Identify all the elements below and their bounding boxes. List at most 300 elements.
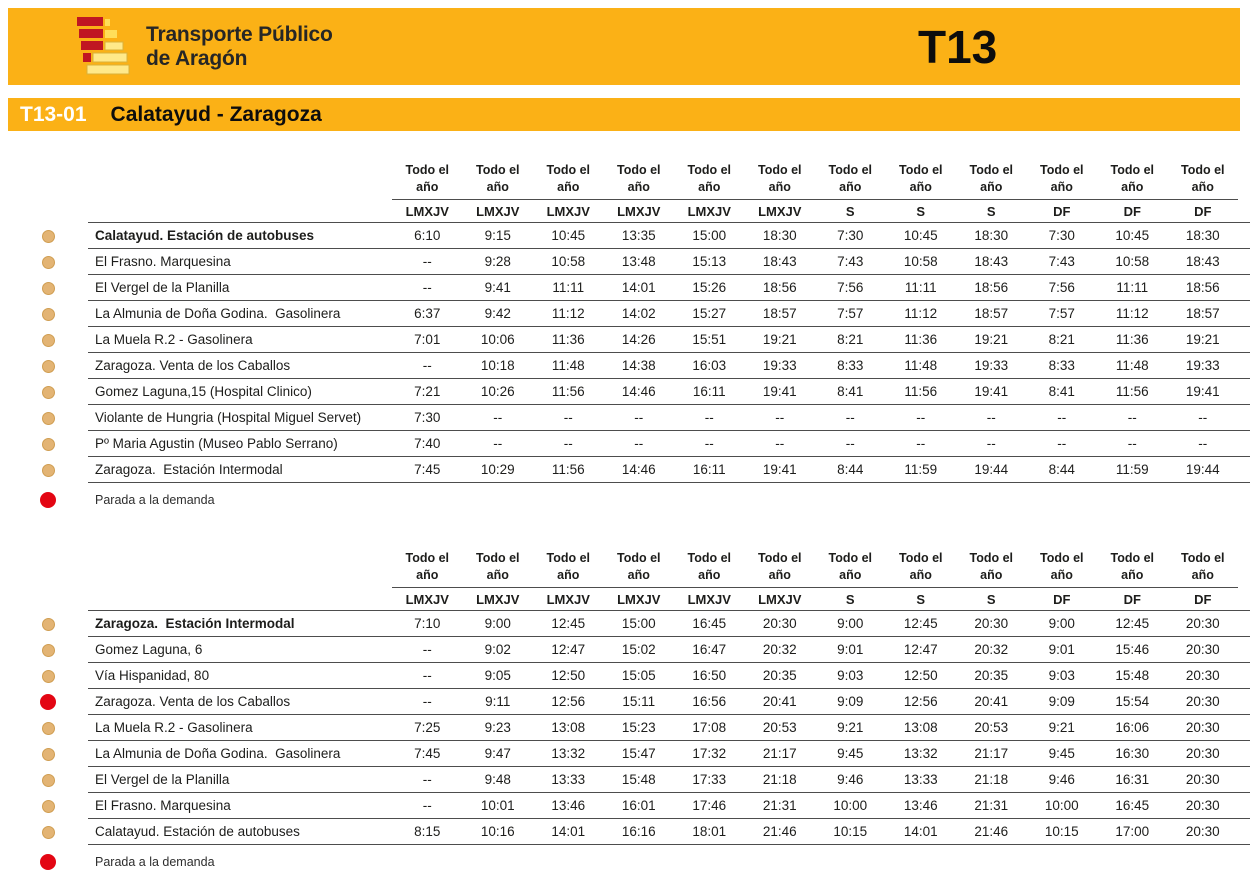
time-cell: 9:46 — [837, 772, 864, 787]
time-cell: 10:18 — [480, 358, 515, 373]
time-cell: 19:41 — [1185, 384, 1220, 399]
day-code-cell: DF — [1053, 203, 1071, 219]
time-cell: 9:42 — [484, 306, 511, 321]
period-header-cell: Todo el año — [687, 163, 731, 195]
dot-cell — [8, 379, 88, 405]
legend-row — [8, 485, 1250, 515]
time-cell: 19:41 — [762, 384, 797, 399]
day-code-cell: LMXJV — [687, 591, 731, 607]
time-cell: 20:30 — [1185, 798, 1220, 813]
timetable-row — [8, 715, 1250, 741]
header-banner — [8, 8, 1240, 85]
time-cell: 15:11 — [622, 694, 656, 709]
stop-dot — [42, 438, 55, 451]
day-code-cell: LMXJV — [617, 591, 661, 607]
stop-dot — [42, 464, 55, 477]
time-cell: 19:21 — [762, 332, 797, 347]
time-cell: 17:32 — [692, 746, 727, 761]
dot-cell — [8, 275, 88, 301]
period-header-cell: Todo el año — [757, 163, 802, 195]
day-header-row — [8, 588, 1250, 611]
time-cell: 12:56 — [903, 694, 938, 709]
time-cell: 19:33 — [762, 358, 797, 373]
time-cell: 7:45 — [414, 746, 441, 761]
time-cell: -- — [634, 410, 644, 425]
time-cell: 18:43 — [762, 254, 797, 269]
dot-cell — [8, 819, 88, 845]
time-cell: 11:12 — [551, 306, 585, 321]
time-cell: 13:08 — [903, 720, 938, 735]
time-cell: 12:45 — [1115, 616, 1150, 631]
time-cell: 20:30 — [1185, 668, 1220, 683]
time-cell: 11:48 — [551, 358, 585, 373]
station-name: La Almunia de Doña Godina. Gasolinera — [95, 746, 341, 761]
time-cell: 19:41 — [974, 384, 1009, 399]
time-cell: -- — [493, 410, 503, 425]
row-body — [88, 327, 1250, 353]
period-header-cell: Todo el año — [898, 163, 943, 195]
period-header-cell: Todo el año — [898, 551, 943, 583]
time-cell: 21:18 — [762, 772, 797, 787]
time-cell: 20:30 — [1185, 772, 1220, 787]
time-cell: 12:47 — [903, 642, 938, 657]
stop-dot — [42, 748, 55, 761]
time-cell: -- — [916, 436, 926, 451]
time-cell: 10:06 — [480, 332, 515, 347]
time-cell: 9:47 — [484, 746, 511, 761]
day-code-cell: S — [986, 591, 996, 607]
time-cell: 9:11 — [485, 694, 511, 709]
route-number: T13-01 — [20, 102, 87, 126]
time-cell: 10:45 — [1115, 228, 1150, 243]
stop-dot — [42, 230, 55, 243]
timetables — [8, 156, 1250, 875]
time-cell: 9:21 — [1048, 720, 1075, 735]
station-name: Zaragoza. Estación Intermodal — [95, 616, 295, 631]
time-cell: 8:44 — [1048, 462, 1075, 477]
time-cell: 9:48 — [484, 772, 511, 787]
period-header-cell: Todo el año — [546, 551, 590, 583]
time-cell: 20:30 — [974, 616, 1009, 631]
dot-cell — [8, 249, 88, 275]
time-cell: 19:33 — [1185, 358, 1220, 373]
time-cell: 9:01 — [1048, 642, 1075, 657]
time-cell: -- — [916, 410, 926, 425]
time-cell: 9:45 — [837, 746, 864, 761]
time-cell: 11:12 — [904, 306, 938, 321]
demand-stop-dot — [40, 492, 56, 508]
time-cell: 20:30 — [1185, 642, 1220, 657]
period-header-cell: Todo el año — [1180, 551, 1225, 583]
time-cell: 15:47 — [621, 746, 656, 761]
dot-gutter — [8, 200, 88, 223]
time-cell: -- — [563, 436, 573, 451]
day-code-cell: LMXJV — [687, 203, 731, 219]
day-code-cell: DF — [1053, 591, 1071, 607]
day-code-cell: LMXJV — [758, 591, 802, 607]
dot-cell — [8, 301, 88, 327]
day-header-body — [88, 588, 1250, 611]
period-header-cell: Todo el año — [405, 551, 449, 583]
dot-cell — [8, 741, 88, 767]
row-body — [88, 249, 1250, 275]
time-cell: 7:30 — [414, 410, 441, 425]
timetable-row — [8, 431, 1250, 457]
period-header-cell: Todo el año — [1110, 551, 1154, 583]
time-cell: 12:50 — [551, 668, 586, 683]
period-cells — [392, 162, 1238, 200]
timetable-row — [8, 457, 1250, 483]
legend-row — [8, 847, 1250, 875]
period-header-row — [8, 544, 1250, 588]
timetable-row — [8, 405, 1250, 431]
row-body — [88, 353, 1250, 379]
time-cell: 7:45 — [414, 462, 441, 477]
time-cell: 9:09 — [1048, 694, 1075, 709]
time-cell: 9:05 — [484, 668, 511, 683]
time-cell: 7:30 — [1048, 228, 1075, 243]
time-cell: 13:33 — [551, 772, 586, 787]
time-cell: -- — [422, 254, 432, 269]
period-header-cell: Todo el año — [687, 551, 731, 583]
time-cell: 10:15 — [1044, 824, 1079, 839]
row-body — [88, 689, 1250, 715]
station-name: La Almunia de Doña Godina. Gasolinera — [95, 306, 341, 321]
time-cell: -- — [634, 436, 644, 451]
time-cell: 16:47 — [692, 642, 727, 657]
time-cell: 15:51 — [692, 332, 727, 347]
time-cell: 11:59 — [904, 462, 938, 477]
time-cell: 11:59 — [1115, 462, 1149, 477]
time-cell: 12:45 — [903, 616, 938, 631]
period-header-cell: Todo el año — [616, 163, 661, 195]
time-cell: 16:30 — [1115, 746, 1150, 761]
time-cell: 17:46 — [692, 798, 727, 813]
time-cell: 10:00 — [833, 798, 868, 813]
stop-dot — [42, 670, 55, 683]
time-cell: 14:26 — [621, 332, 656, 347]
time-cell: -- — [775, 410, 785, 425]
dot-cell — [8, 663, 88, 689]
time-cell: 7:56 — [1048, 280, 1075, 295]
station-name: El Frasno. Marquesina — [95, 798, 231, 813]
time-cell: 14:46 — [621, 462, 656, 477]
time-cell: 20:30 — [1185, 824, 1220, 839]
period-header-cell: Todo el año — [1180, 163, 1225, 195]
timetable-row — [8, 793, 1250, 819]
time-cell: 20:53 — [762, 720, 797, 735]
timetable-row — [8, 301, 1250, 327]
time-cell: 16:11 — [692, 462, 726, 477]
time-cell: 13:35 — [621, 228, 656, 243]
time-cell: 9:23 — [484, 720, 511, 735]
time-cell: 9:28 — [484, 254, 511, 269]
time-cell: 7:57 — [1048, 306, 1075, 321]
time-cell: 6:37 — [414, 306, 441, 321]
time-cell: 18:57 — [1185, 306, 1220, 321]
time-cell: 20:41 — [762, 694, 797, 709]
station-name: El Frasno. Marquesina — [95, 254, 231, 269]
time-cell: -- — [845, 410, 855, 425]
time-cell: 20:30 — [1185, 746, 1220, 761]
time-cell: -- — [1198, 436, 1208, 451]
time-cell: 13:46 — [903, 798, 938, 813]
time-cell: 18:57 — [974, 306, 1009, 321]
time-cell: 7:25 — [414, 720, 441, 735]
period-header-cell: Todo el año — [475, 551, 520, 583]
time-cell: 18:30 — [1185, 228, 1220, 243]
time-cell: 14:46 — [621, 384, 656, 399]
row-body — [88, 793, 1250, 819]
time-cell: 12:56 — [551, 694, 586, 709]
time-cell: 11:48 — [1115, 358, 1149, 373]
time-cell: 16:31 — [1115, 772, 1150, 787]
dot-gutter — [8, 544, 88, 588]
period-header-cell: Todo el año — [828, 163, 872, 195]
day-code-cell: S — [845, 203, 855, 219]
time-cell: 10:45 — [551, 228, 586, 243]
time-cell: 14:02 — [621, 306, 656, 321]
time-cell: -- — [1127, 436, 1137, 451]
time-cell: 21:46 — [762, 824, 797, 839]
time-cell: -- — [845, 436, 855, 451]
time-cell: 10:58 — [903, 254, 938, 269]
stop-dot — [42, 282, 55, 295]
time-cell: 7:10 — [414, 616, 441, 631]
time-cell: 13:32 — [551, 746, 586, 761]
time-cell: 14:38 — [621, 358, 656, 373]
time-cell: 7:57 — [837, 306, 864, 321]
dot-cell — [8, 431, 88, 457]
time-cell: 11:48 — [904, 358, 938, 373]
time-cell: 9:00 — [1048, 616, 1075, 631]
time-cell: 9:09 — [837, 694, 864, 709]
station-name: Calatayud. Estación de autobuses — [95, 228, 315, 243]
time-cell: 15:54 — [1115, 694, 1150, 709]
time-cell: 7:43 — [837, 254, 864, 269]
timetable-row — [8, 611, 1250, 637]
stop-dot — [42, 412, 55, 425]
time-cell: 20:35 — [974, 668, 1009, 683]
time-cell: 15:13 — [692, 254, 727, 269]
period-header-row — [8, 156, 1250, 200]
stop-dot — [42, 826, 55, 839]
period-header-cell: Todo el año — [475, 163, 520, 195]
time-cell: 16:06 — [1115, 720, 1150, 735]
timetable-row — [8, 353, 1250, 379]
dot-cell — [8, 611, 88, 637]
time-cell: 11:36 — [551, 332, 585, 347]
time-cell: 11:56 — [904, 384, 938, 399]
time-cell: 10:29 — [480, 462, 515, 477]
time-cell: 10:58 — [551, 254, 586, 269]
time-cell: 18:57 — [762, 306, 797, 321]
time-cell: 16:01 — [621, 798, 656, 813]
row-body — [88, 301, 1250, 327]
time-cell: 20:32 — [762, 642, 797, 657]
dot-gutter — [8, 156, 88, 200]
station-name: Violante de Hungria (Hospital Miguel Servet) — [95, 410, 362, 425]
time-cell: 19:44 — [1185, 462, 1220, 477]
time-cell: 16:45 — [692, 616, 727, 631]
time-cell: 15:02 — [621, 642, 656, 657]
time-cell: -- — [1057, 436, 1067, 451]
stop-dot — [42, 386, 55, 399]
time-cell: 21:31 — [974, 798, 1009, 813]
time-cell: 7:21 — [414, 384, 441, 399]
time-cell: 13:46 — [551, 798, 586, 813]
time-cell: 18:01 — [692, 824, 727, 839]
banner-gap — [8, 85, 1250, 98]
day-code-cell: LMXJV — [405, 203, 449, 219]
time-cell: 10:45 — [903, 228, 938, 243]
time-cell: 14:01 — [551, 824, 586, 839]
station-name: Zaragoza. Estación Intermodal — [95, 462, 283, 477]
time-cell: 15:26 — [692, 280, 727, 295]
time-cell: 11:56 — [1115, 384, 1149, 399]
route-code-big: T13 — [918, 20, 998, 73]
time-cell: 8:33 — [837, 358, 864, 373]
period-header-cell: Todo el año — [1039, 551, 1084, 583]
row-body — [88, 637, 1250, 663]
period-header-body — [88, 544, 1250, 588]
stop-dot — [42, 644, 55, 657]
period-cells — [392, 550, 1238, 588]
time-cell: -- — [493, 436, 503, 451]
time-cell: -- — [775, 436, 785, 451]
route-name: Calatayud - Zaragoza — [110, 102, 322, 126]
dot-cell — [8, 689, 88, 715]
time-cell: 9:15 — [484, 228, 511, 243]
period-header-cell: Todo el año — [1110, 163, 1154, 195]
time-cell: 15:05 — [621, 668, 656, 683]
time-cell: 19:33 — [974, 358, 1009, 373]
timetable — [8, 156, 1250, 515]
day-code-cell: S — [916, 203, 926, 219]
time-cell: -- — [422, 280, 432, 295]
day-code-cell: LMXJV — [546, 591, 590, 607]
station-name: Zaragoza. Venta de los Caballos — [95, 694, 291, 709]
time-cell: 12:45 — [551, 616, 586, 631]
brand — [75, 17, 333, 77]
dot-cell — [8, 405, 88, 431]
station-name: Vía Hispanidad, 80 — [95, 668, 210, 683]
station-name: La Muela R.2 - Gasolinera — [95, 332, 253, 347]
demand-stop-dot — [40, 694, 56, 710]
aragon-transport-logo-icon — [75, 17, 131, 77]
time-cell: 21:46 — [974, 824, 1009, 839]
brand-line2: de Aragón — [146, 46, 248, 70]
time-cell: 7:30 — [837, 228, 864, 243]
station-name: El Vergel de la Planilla — [95, 280, 230, 295]
dot-cell — [8, 327, 88, 353]
time-cell: 13:48 — [621, 254, 656, 269]
time-cell: 8:41 — [1048, 384, 1075, 399]
time-cell: 11:11 — [1116, 280, 1149, 295]
time-cell: 21:18 — [974, 772, 1009, 787]
time-cell: 7:01 — [414, 332, 441, 347]
time-cell: -- — [563, 410, 573, 425]
timetable-row — [8, 327, 1250, 353]
time-cell: 17:33 — [692, 772, 727, 787]
dot-cell — [8, 457, 88, 483]
day-code-cell: LMXJV — [476, 591, 520, 607]
timetable-row — [8, 689, 1250, 715]
stop-dot — [42, 256, 55, 269]
dot-cell — [8, 793, 88, 819]
time-cell: 19:44 — [974, 462, 1009, 477]
time-cell: 15:46 — [1115, 642, 1150, 657]
time-cell: 10:16 — [480, 824, 515, 839]
time-cell: 8:15 — [414, 824, 441, 839]
period-header-cell: Todo el año — [969, 551, 1013, 583]
period-header-cell: Todo el año — [757, 551, 802, 583]
station-name: Gomez Laguna, 6 — [95, 642, 203, 657]
time-cell: 10:15 — [833, 824, 868, 839]
time-cell: 9:46 — [1048, 772, 1075, 787]
time-cell: 18:43 — [1185, 254, 1220, 269]
time-cell: -- — [422, 642, 432, 657]
time-cell: 8:41 — [837, 384, 864, 399]
timetable — [8, 544, 1250, 875]
time-cell: 18:30 — [762, 228, 797, 243]
time-cell: 11:12 — [1115, 306, 1149, 321]
time-cell: 9:00 — [484, 616, 511, 631]
stop-dot — [42, 308, 55, 321]
time-cell: 20:30 — [1185, 616, 1220, 631]
time-cell: -- — [422, 798, 432, 813]
time-cell: 19:21 — [974, 332, 1009, 347]
time-cell: 18:56 — [1185, 280, 1220, 295]
time-cell: 8:44 — [837, 462, 864, 477]
timetable-row — [8, 223, 1250, 249]
time-cell: 20:35 — [762, 668, 797, 683]
station-name: Gomez Laguna,15 (Hospital Clinico) — [95, 384, 312, 399]
time-cell: 10:58 — [1115, 254, 1150, 269]
stop-dot — [42, 722, 55, 735]
time-cell: -- — [422, 358, 432, 373]
dot-cell — [8, 767, 88, 793]
timetable-row — [8, 275, 1250, 301]
time-cell: 20:32 — [974, 642, 1009, 657]
period-header-cell: Todo el año — [1039, 163, 1084, 195]
time-cell: 18:56 — [762, 280, 797, 295]
time-cell: 15:48 — [1115, 668, 1150, 683]
dot-cell — [8, 353, 88, 379]
time-cell: 20:41 — [974, 694, 1009, 709]
time-cell: 19:41 — [762, 462, 797, 477]
time-cell: 7:43 — [1048, 254, 1075, 269]
time-cell: 9:41 — [484, 280, 511, 295]
period-header-cell: Todo el año — [616, 551, 661, 583]
time-cell: 16:56 — [692, 694, 727, 709]
time-cell: -- — [1127, 410, 1137, 425]
time-cell: 18:43 — [974, 254, 1009, 269]
period-header-cell: Todo el año — [405, 163, 449, 195]
time-cell: 13:08 — [551, 720, 586, 735]
time-cell: 21:31 — [762, 798, 797, 813]
time-cell: 9:01 — [837, 642, 864, 657]
row-body — [88, 431, 1250, 457]
stop-dot — [42, 360, 55, 373]
period-header-cell: Todo el año — [969, 163, 1013, 195]
time-cell: 9:45 — [1048, 746, 1075, 761]
time-cell: 8:21 — [837, 332, 864, 347]
stop-dot — [42, 800, 55, 813]
row-body — [88, 275, 1250, 301]
time-cell: 14:01 — [621, 280, 656, 295]
day-header-body — [88, 200, 1250, 223]
